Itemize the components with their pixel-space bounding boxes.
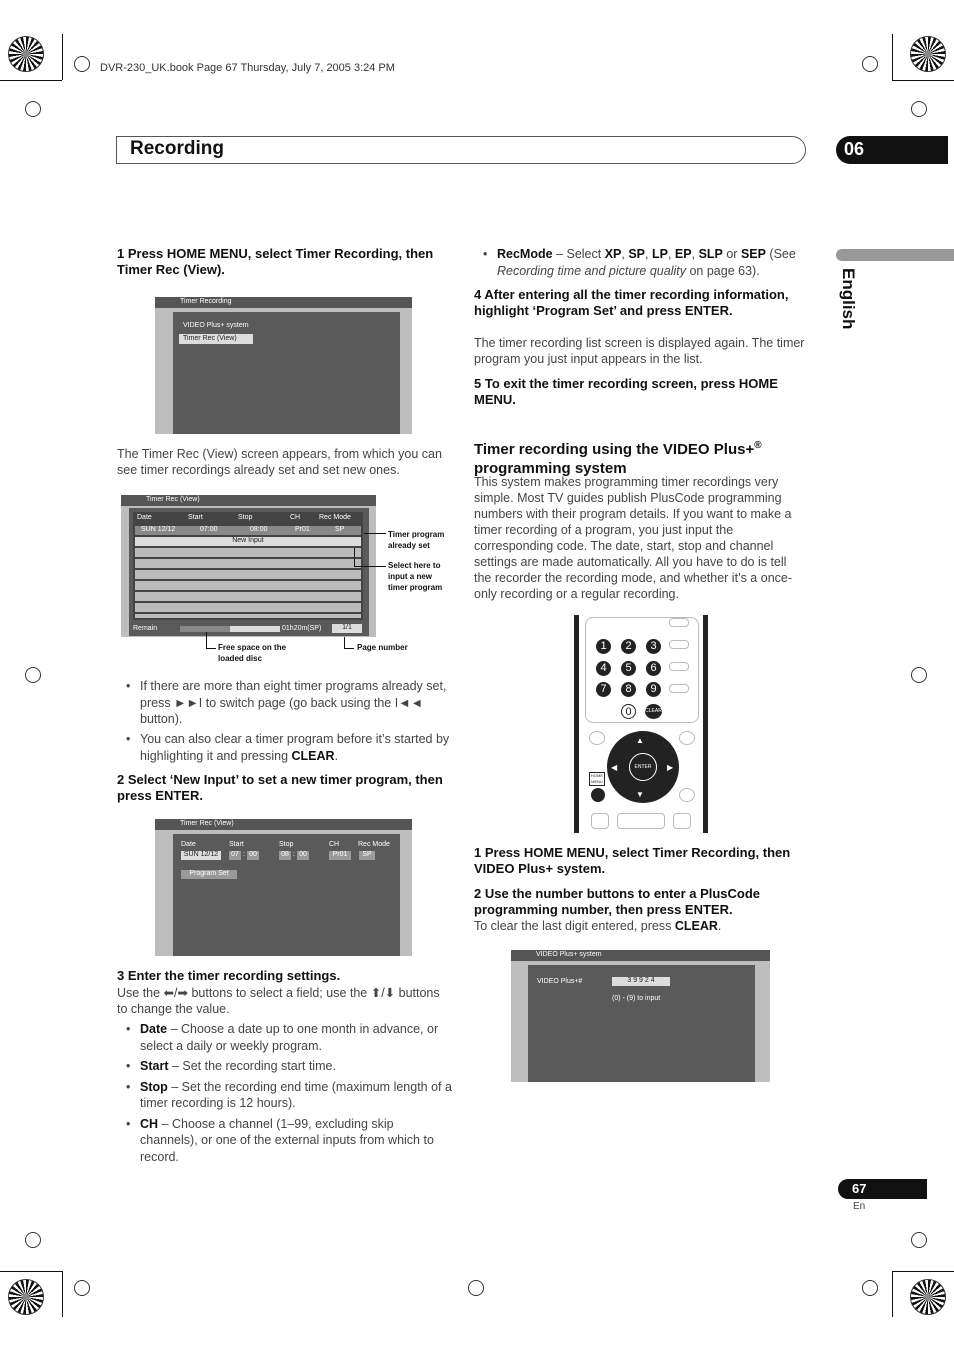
- step-2: 2 Select ‘New Input’ to set a new timer program, then press ENTER.: [117, 772, 443, 803]
- remote-button[interactable]: [589, 731, 605, 745]
- screen-title: VIDEO Plus+ system: [511, 950, 770, 961]
- callout-line: [344, 637, 345, 648]
- stop-hour-field[interactable]: 08: [279, 851, 291, 860]
- home-menu-label: HOME MENU: [591, 773, 603, 784]
- callout-line: [354, 548, 355, 566]
- list-item: • Start – Set the recording start time.: [126, 1059, 336, 1073]
- remote-button[interactable]: [679, 731, 695, 745]
- key-5[interactable]: 5: [621, 661, 636, 676]
- registration-mark: [8, 36, 44, 72]
- registration-mark: [910, 1279, 946, 1315]
- arrow-down-icon: ▼: [636, 790, 644, 799]
- key-6[interactable]: 6: [646, 661, 661, 676]
- target-mark: [911, 667, 927, 683]
- paragraph: Use the ⬅/➡ buttons to select a field; use the ⬆/⬇ buttons to change the value.: [117, 986, 440, 1016]
- callout-free-space: Free space on the loaded disc: [218, 643, 287, 663]
- pluscode-input[interactable]: 3 9 9 2 4: [612, 977, 670, 986]
- column-start: Start: [188, 514, 203, 521]
- screen-panel: [129, 508, 369, 636]
- section-heading: Timer recording using the VIDEO Plus+® programming system: [474, 440, 762, 477]
- column-date: Date: [137, 514, 152, 521]
- enter-button[interactable]: ENTER: [629, 753, 657, 781]
- crop-line: [892, 34, 893, 80]
- crop-line: [62, 1271, 63, 1317]
- remote-button[interactable]: [669, 618, 689, 627]
- page-indicator: 1/1: [332, 624, 362, 633]
- registration-mark: [8, 1279, 44, 1315]
- target-mark: [862, 56, 878, 72]
- key-1[interactable]: 1: [596, 639, 611, 654]
- target-mark: [911, 1232, 927, 1248]
- free-space-bar: [180, 626, 280, 632]
- crop-line: [892, 1271, 954, 1272]
- paragraph: This system makes programming timer recordings very simple. Most TV guides publish PlusCode programming numbers with their program details. If you want to make a timer recording of a program, you just input the corresponding code. The date, start, stop and channel settings are made automatically. All you have to do is tell the recorder the recording mode, and whether it’s a once-only recording or a regular recording.: [474, 475, 793, 601]
- step-5: 5 To exit the timer recording screen, press HOME MENU.: [474, 376, 778, 407]
- paragraph: The timer recording list screen is displayed again. The timer program you just input appears in the list.: [474, 336, 805, 366]
- key-0[interactable]: 0: [621, 704, 636, 719]
- table-row: SUN 12/12 07:00 08:00 Pr01 SP: [135, 526, 361, 535]
- column-ch: CH: [290, 514, 301, 521]
- screen-panel: [528, 965, 755, 1082]
- key-8[interactable]: 8: [621, 682, 636, 697]
- crop-line: [892, 1271, 893, 1317]
- target-mark: [74, 56, 90, 72]
- date-field[interactable]: SUN 12/12: [181, 851, 221, 860]
- arrow-right-icon: ▶: [667, 763, 674, 772]
- step-1: 1 Press HOME MENU, select Timer Recording, then Timer Rec (View).: [117, 246, 434, 277]
- key-9[interactable]: 9: [646, 682, 661, 697]
- key-4[interactable]: 4: [596, 661, 611, 676]
- menu-item-video-plus: VIDEO Plus+ system: [183, 322, 249, 329]
- callout-select-here: Select here to input a new timer program: [388, 561, 443, 592]
- timer-rec-view-screen: [121, 495, 376, 637]
- program-set-button[interactable]: Program Set: [181, 870, 237, 879]
- arrow-left-icon: ◀: [611, 763, 618, 772]
- crop-line: [0, 80, 62, 81]
- screen-title: Timer Recording: [155, 297, 412, 308]
- registration-mark: [910, 36, 946, 72]
- video-plus-screen: [511, 950, 770, 1082]
- screen-panel: Date Start Stop CH Rec Mode SUN 12/12 07 : 00 08 : 00 Pr01 SP Program Set: [173, 834, 400, 956]
- remote-button[interactable]: [673, 813, 691, 829]
- screen-panel: [173, 312, 400, 434]
- remain-value: 01h20m(SP): [282, 625, 322, 632]
- screen-title: Timer Rec (View): [155, 819, 412, 830]
- remote-button[interactable]: [669, 640, 689, 649]
- remain-label: Remain: [133, 625, 158, 632]
- settings-list: [126, 1021, 452, 1165]
- remote-button[interactable]: [591, 813, 609, 829]
- screen-title: Timer Rec (View): [121, 495, 376, 506]
- target-mark: [862, 1280, 878, 1296]
- arrow-up-icon: ▲: [636, 736, 644, 745]
- step-3: 3 Enter the timer recording settings.: [117, 968, 341, 983]
- new-input-row: New Input: [135, 537, 361, 546]
- program-set-screen: [155, 819, 412, 956]
- menu-item-timer-rec-view: Timer Rec (View): [179, 334, 253, 344]
- page-title: Recording: [130, 138, 224, 159]
- callout-line: [364, 533, 386, 534]
- callout-line: [206, 632, 207, 648]
- list-item: • Date – Choose a date up to one month in advance, or select a daily or weekly program.: [126, 1022, 439, 1053]
- callout-line: [354, 566, 386, 567]
- page-number: 67: [838, 1179, 927, 1199]
- remote-button[interactable]: [669, 684, 689, 693]
- start-hour-field[interactable]: 07: [229, 851, 241, 860]
- book-info: DVR-230_UK.book Page 67 Thursday, July 7, 2005 3:24 PM: [100, 62, 395, 74]
- step-1: 1 Press HOME MENU, select Timer Recording, then VIDEO Plus+ system.: [474, 845, 791, 876]
- remote-button[interactable]: [669, 662, 689, 671]
- step-2: 2 Use the number buttons to enter a PlusCode programming number, then press ENTER.: [474, 886, 761, 917]
- key-7[interactable]: 7: [596, 682, 611, 697]
- callout-already-set: Timer program already set: [388, 530, 445, 550]
- input-hint: (0) - (9) to input: [612, 995, 661, 1002]
- channel-field[interactable]: Pr01: [329, 851, 351, 860]
- pluscode-label: VIDEO Plus+#: [537, 978, 583, 985]
- chapter-number: 06: [836, 136, 948, 164]
- page-language: En: [853, 1201, 866, 1212]
- callout-line: [344, 648, 354, 649]
- step-4: 4 After entering all the timer recording information, highlight ‘Program Set’ and press ENTER.: [474, 287, 789, 318]
- column-rec-mode: Rec Mode: [319, 514, 351, 521]
- remote-button[interactable]: [617, 813, 665, 829]
- remote-control: [574, 615, 708, 833]
- crop-line: [0, 1271, 62, 1272]
- language-tab: [836, 249, 954, 261]
- target-mark: [74, 1280, 90, 1296]
- clear-button[interactable]: CLEAR: [645, 704, 662, 719]
- bullet-item: • You can also clear a timer program before it’s started by highlighting it and pressing CLEAR.: [126, 732, 450, 763]
- paragraph: The Timer Rec (View) screen appears, from which you can see timer recordings already set and set new ones.: [117, 447, 442, 477]
- timer-recording-screen: [155, 297, 412, 434]
- target-mark: [468, 1280, 484, 1296]
- crop-line: [62, 34, 63, 80]
- target-mark: [911, 101, 927, 117]
- home-menu-button[interactable]: [591, 788, 605, 802]
- target-mark: [25, 667, 41, 683]
- language-label: English: [839, 268, 858, 330]
- list-item: • CH – Choose a channel (1–99, excluding skip channels), or one of the external inputs from which to record.: [126, 1116, 434, 1164]
- callout-line: [206, 648, 216, 649]
- callout-page-number: Page number: [357, 643, 408, 652]
- timer-list-table: [133, 512, 363, 620]
- start-minute-field[interactable]: 00: [247, 851, 259, 860]
- bullet-item: • If there are more than eight timer programs already set, press ►►I to switch page (go back using the I◄◄ button).: [126, 679, 447, 726]
- paragraph: To clear the last digit entered, press CLEAR.: [474, 919, 722, 933]
- key-3[interactable]: 3: [646, 639, 661, 654]
- key-2[interactable]: 2: [621, 639, 636, 654]
- empty-rows: [135, 548, 361, 618]
- list-item: • RecMode – Select XP, SP, LP, EP, SLP or SEP (See Recording time and picture quality on page 63).: [483, 247, 796, 278]
- list-item: • Stop – Set the recording end time (maximum length of a timer recording is 12 hours).: [126, 1079, 452, 1110]
- target-mark: [25, 1232, 41, 1248]
- rec-mode-field[interactable]: SP: [359, 851, 375, 860]
- stop-minute-field[interactable]: 00: [297, 851, 309, 860]
- crop-line: [892, 80, 954, 81]
- remote-button[interactable]: [679, 788, 695, 802]
- column-stop: Stop: [238, 514, 253, 521]
- target-mark: [25, 101, 41, 117]
